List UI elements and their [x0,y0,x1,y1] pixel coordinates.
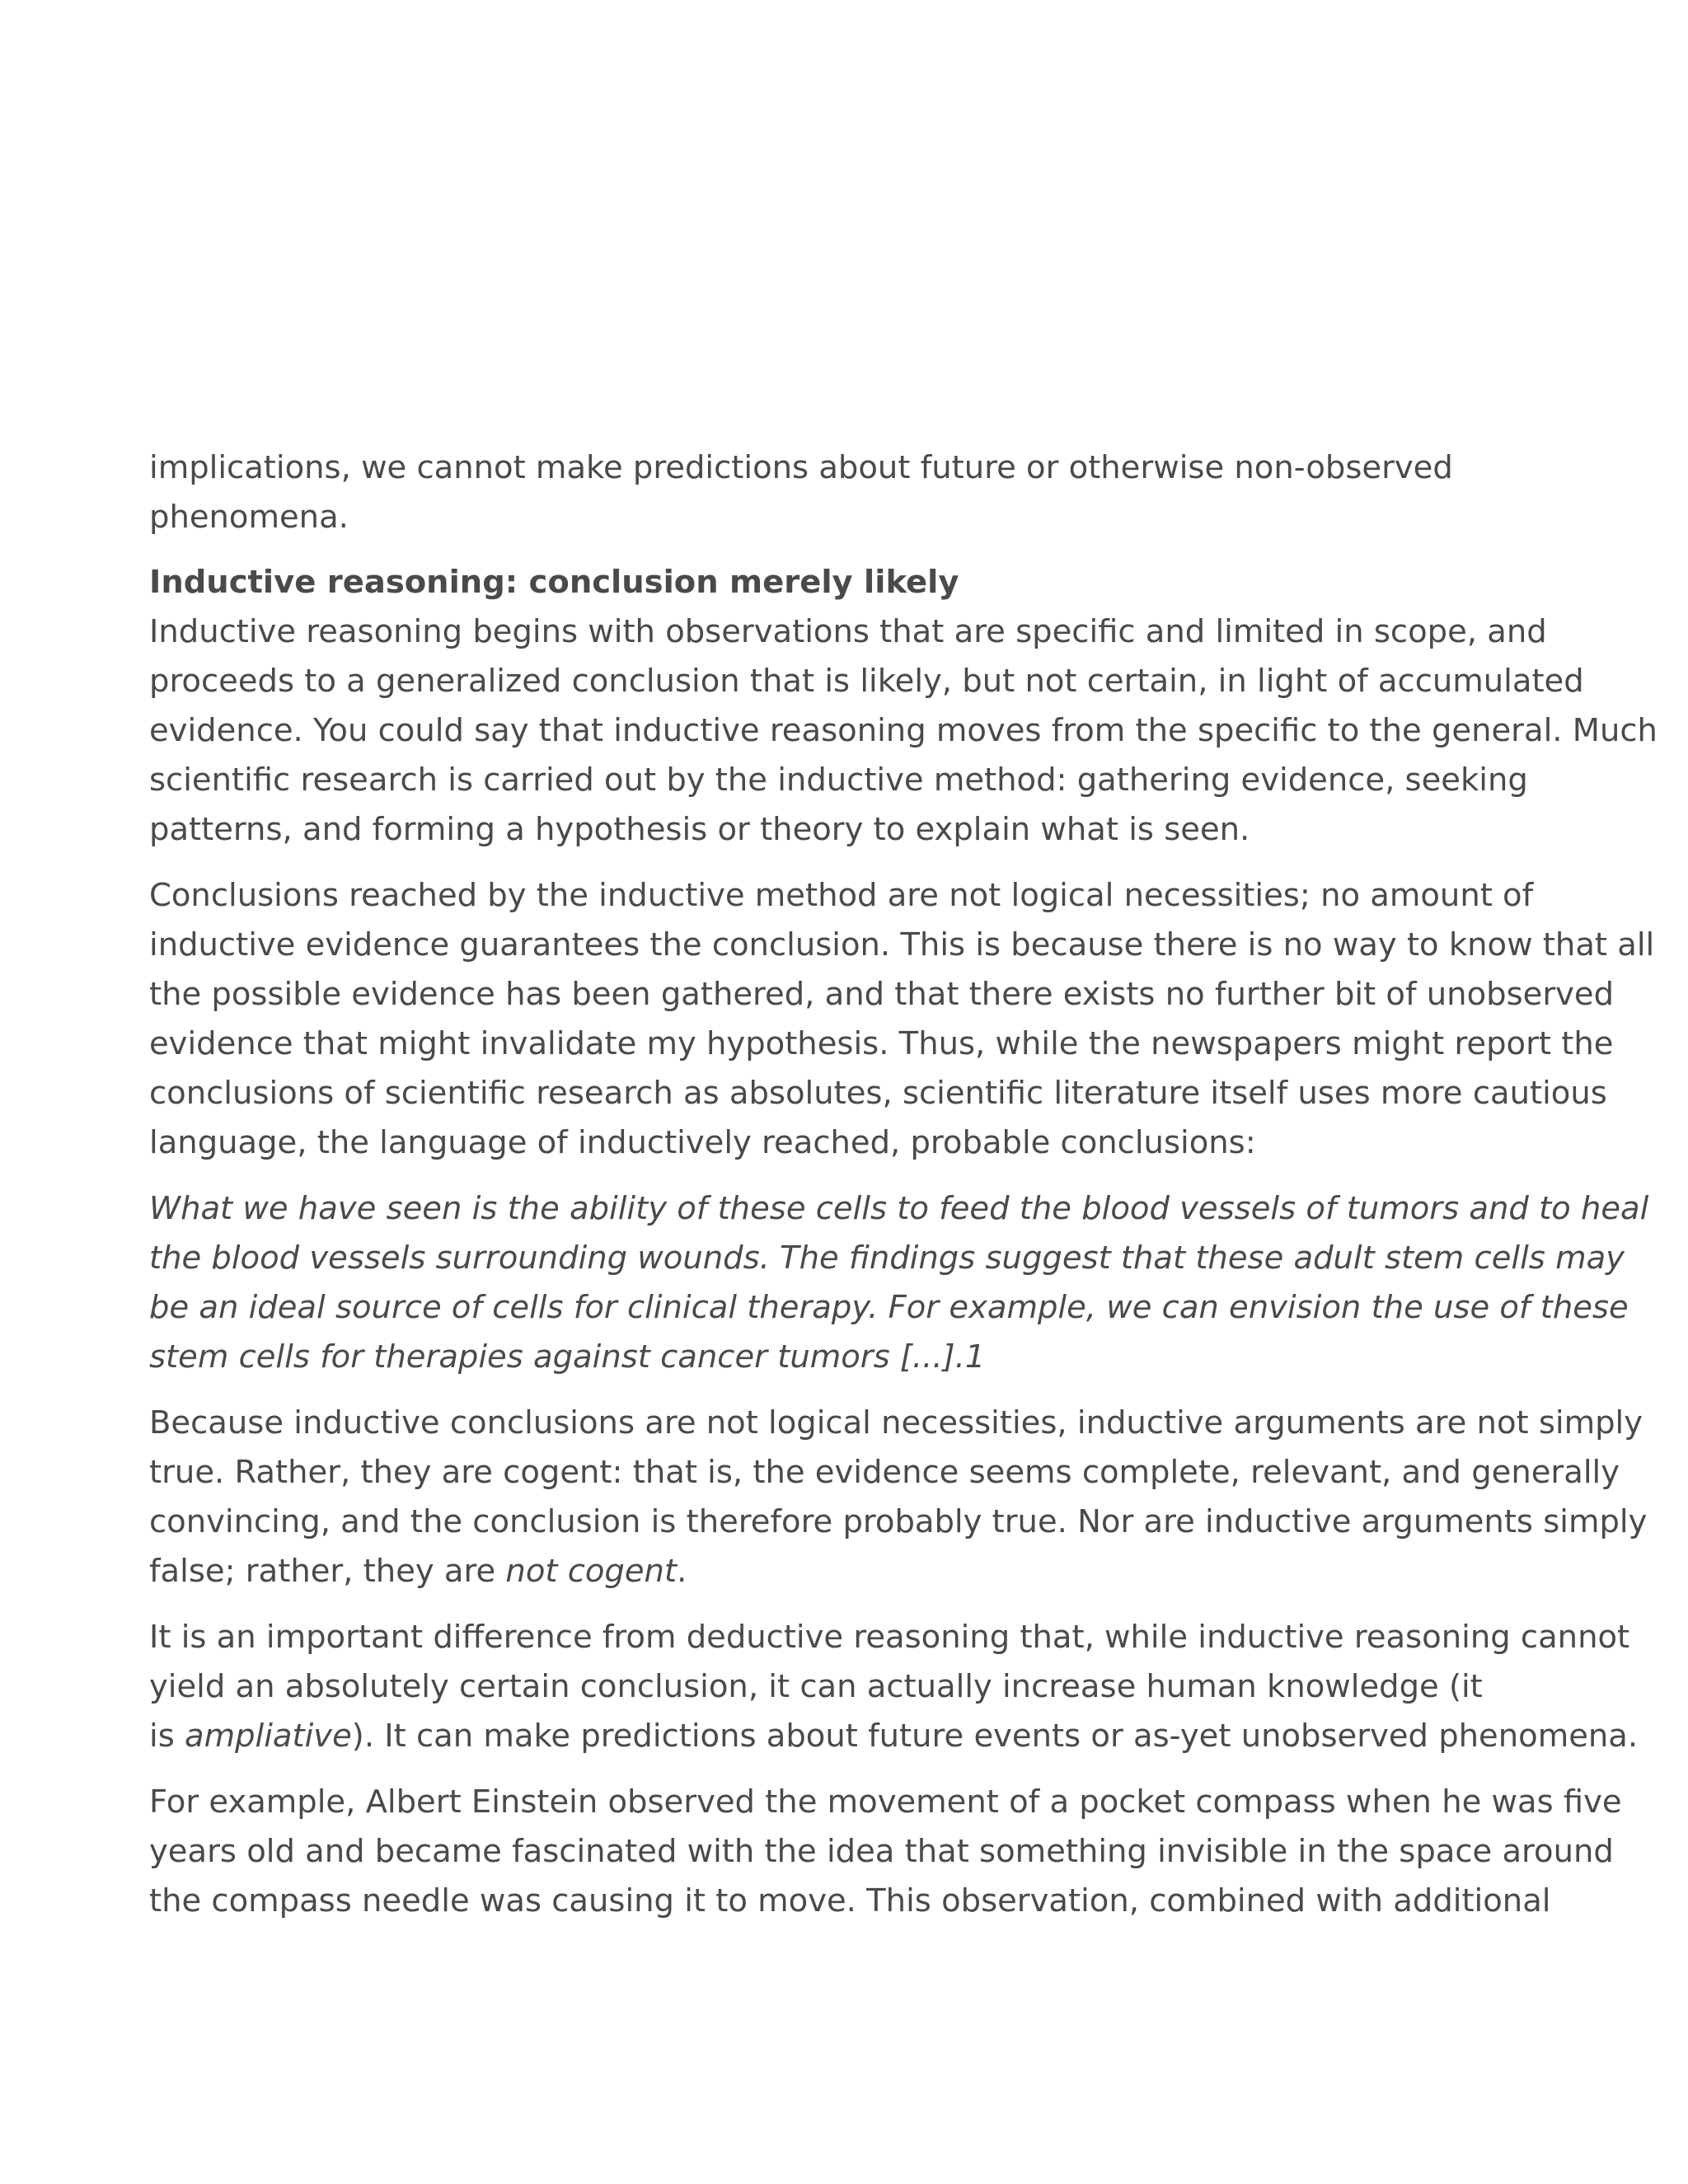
block-quote [149,1184,1649,1382]
paragraph-line: inductive evidence guarantees the conclusion. This is because there is no way to know that all [149,926,1655,963]
quote-line: stem cells for therapies against cancer tumors [...].1 [149,1338,986,1376]
quote-line: be an ideal source of cells for clinical therapy. For example, we can envision the use of these [149,1289,1629,1326]
paragraph-ampliative [149,1613,1639,1761]
paragraph-line: proceeds to a generalized conclusion that is likely, but not certain, in light of accumulated [149,663,1584,700]
paragraph-line: the compass needle was causing it to move. This observation, combined with additional [149,1882,1551,1919]
paragraph-logical-necessities [149,871,1655,1168]
paragraph-line: For example, Albert Einstein observed the movement of a pocket compass when he was five [149,1783,1622,1821]
paragraph-line: conclusions of scientific research as absolutes, scientific literature itself uses more cautious [149,1075,1607,1112]
paragraph-line: Inductive reasoning begins with observations that are specific and limited in scope, and [149,613,1547,650]
paragraph-line: yield an absolutely certain conclusion, it can actually increase human knowledge (it [149,1668,1483,1705]
paragraph-line: evidence. You could say that inductive reasoning moves from the specific to the general. Much [149,712,1658,749]
paragraph-line: convincing, and the conclusion is therefore probably true. Nor are inductive arguments simply [149,1503,1648,1540]
text-run: false; rather, they are [149,1553,506,1590]
paragraph-line: evidence that might invalidate my hypothesis. Thus, while the newspapers might report the [149,1025,1614,1062]
paragraph-cogent [149,1399,1648,1596]
paragraph-line [149,1712,1639,1761]
paragraph-inductive-definition [149,607,1658,855]
emphasis-text: ampliative [185,1718,352,1755]
paragraph-line: implications, we cannot make predictions about future or otherwise non-observed [149,449,1453,486]
emphasis-text: not cogent [505,1553,678,1590]
quote-line: What we have seen is the ability of these cells to feed the blood vessels of tumors and to heal [149,1190,1649,1227]
paragraph-line: Because inductive conclusions are not logical necessities, inductive arguments are not simply [149,1404,1643,1441]
paragraph-line: years old and became fascinated with the idea that something invisible in the space around [149,1833,1614,1870]
paragraph-line: scientific research is carried out by the inductive method: gathering evidence, seeking [149,762,1528,799]
paragraph-line: the possible evidence has been gathered, and that there exists no further bit of unobserved [149,976,1615,1013]
paragraph-einstein-example [149,1778,1622,1926]
text-run: ). It can make predictions about future events or as-yet unobserved phenomena. [351,1718,1639,1755]
document-body [149,443,1658,1943]
paragraph-line: phenomena. [149,499,349,536]
text-run: . [677,1553,687,1590]
quote-line: the blood vessels surrounding wounds. The findings suggest that these adult stem cells may [149,1240,1625,1277]
section-heading: Inductive reasoning: conclusion merely likely [149,564,959,601]
paragraph-line: It is an important difference from deductive reasoning that, while inductive reasoning cannot [149,1619,1630,1656]
paragraph-line: true. Rather, they are cogent: that is, the evidence seems complete, relevant, and generally [149,1454,1620,1491]
paragraph-line: language, the language of inductively reached, probable conclusions: [149,1124,1256,1161]
paragraph-line: patterns, and forming a hypothesis or theory to explain what is seen. [149,811,1250,848]
paragraph-line [149,1547,1542,1596]
text-run: is [149,1718,185,1755]
paragraph-line: Conclusions reached by the inductive method are not logical necessities; no amount of [149,877,1534,914]
intro-paragraph [149,443,1542,542]
